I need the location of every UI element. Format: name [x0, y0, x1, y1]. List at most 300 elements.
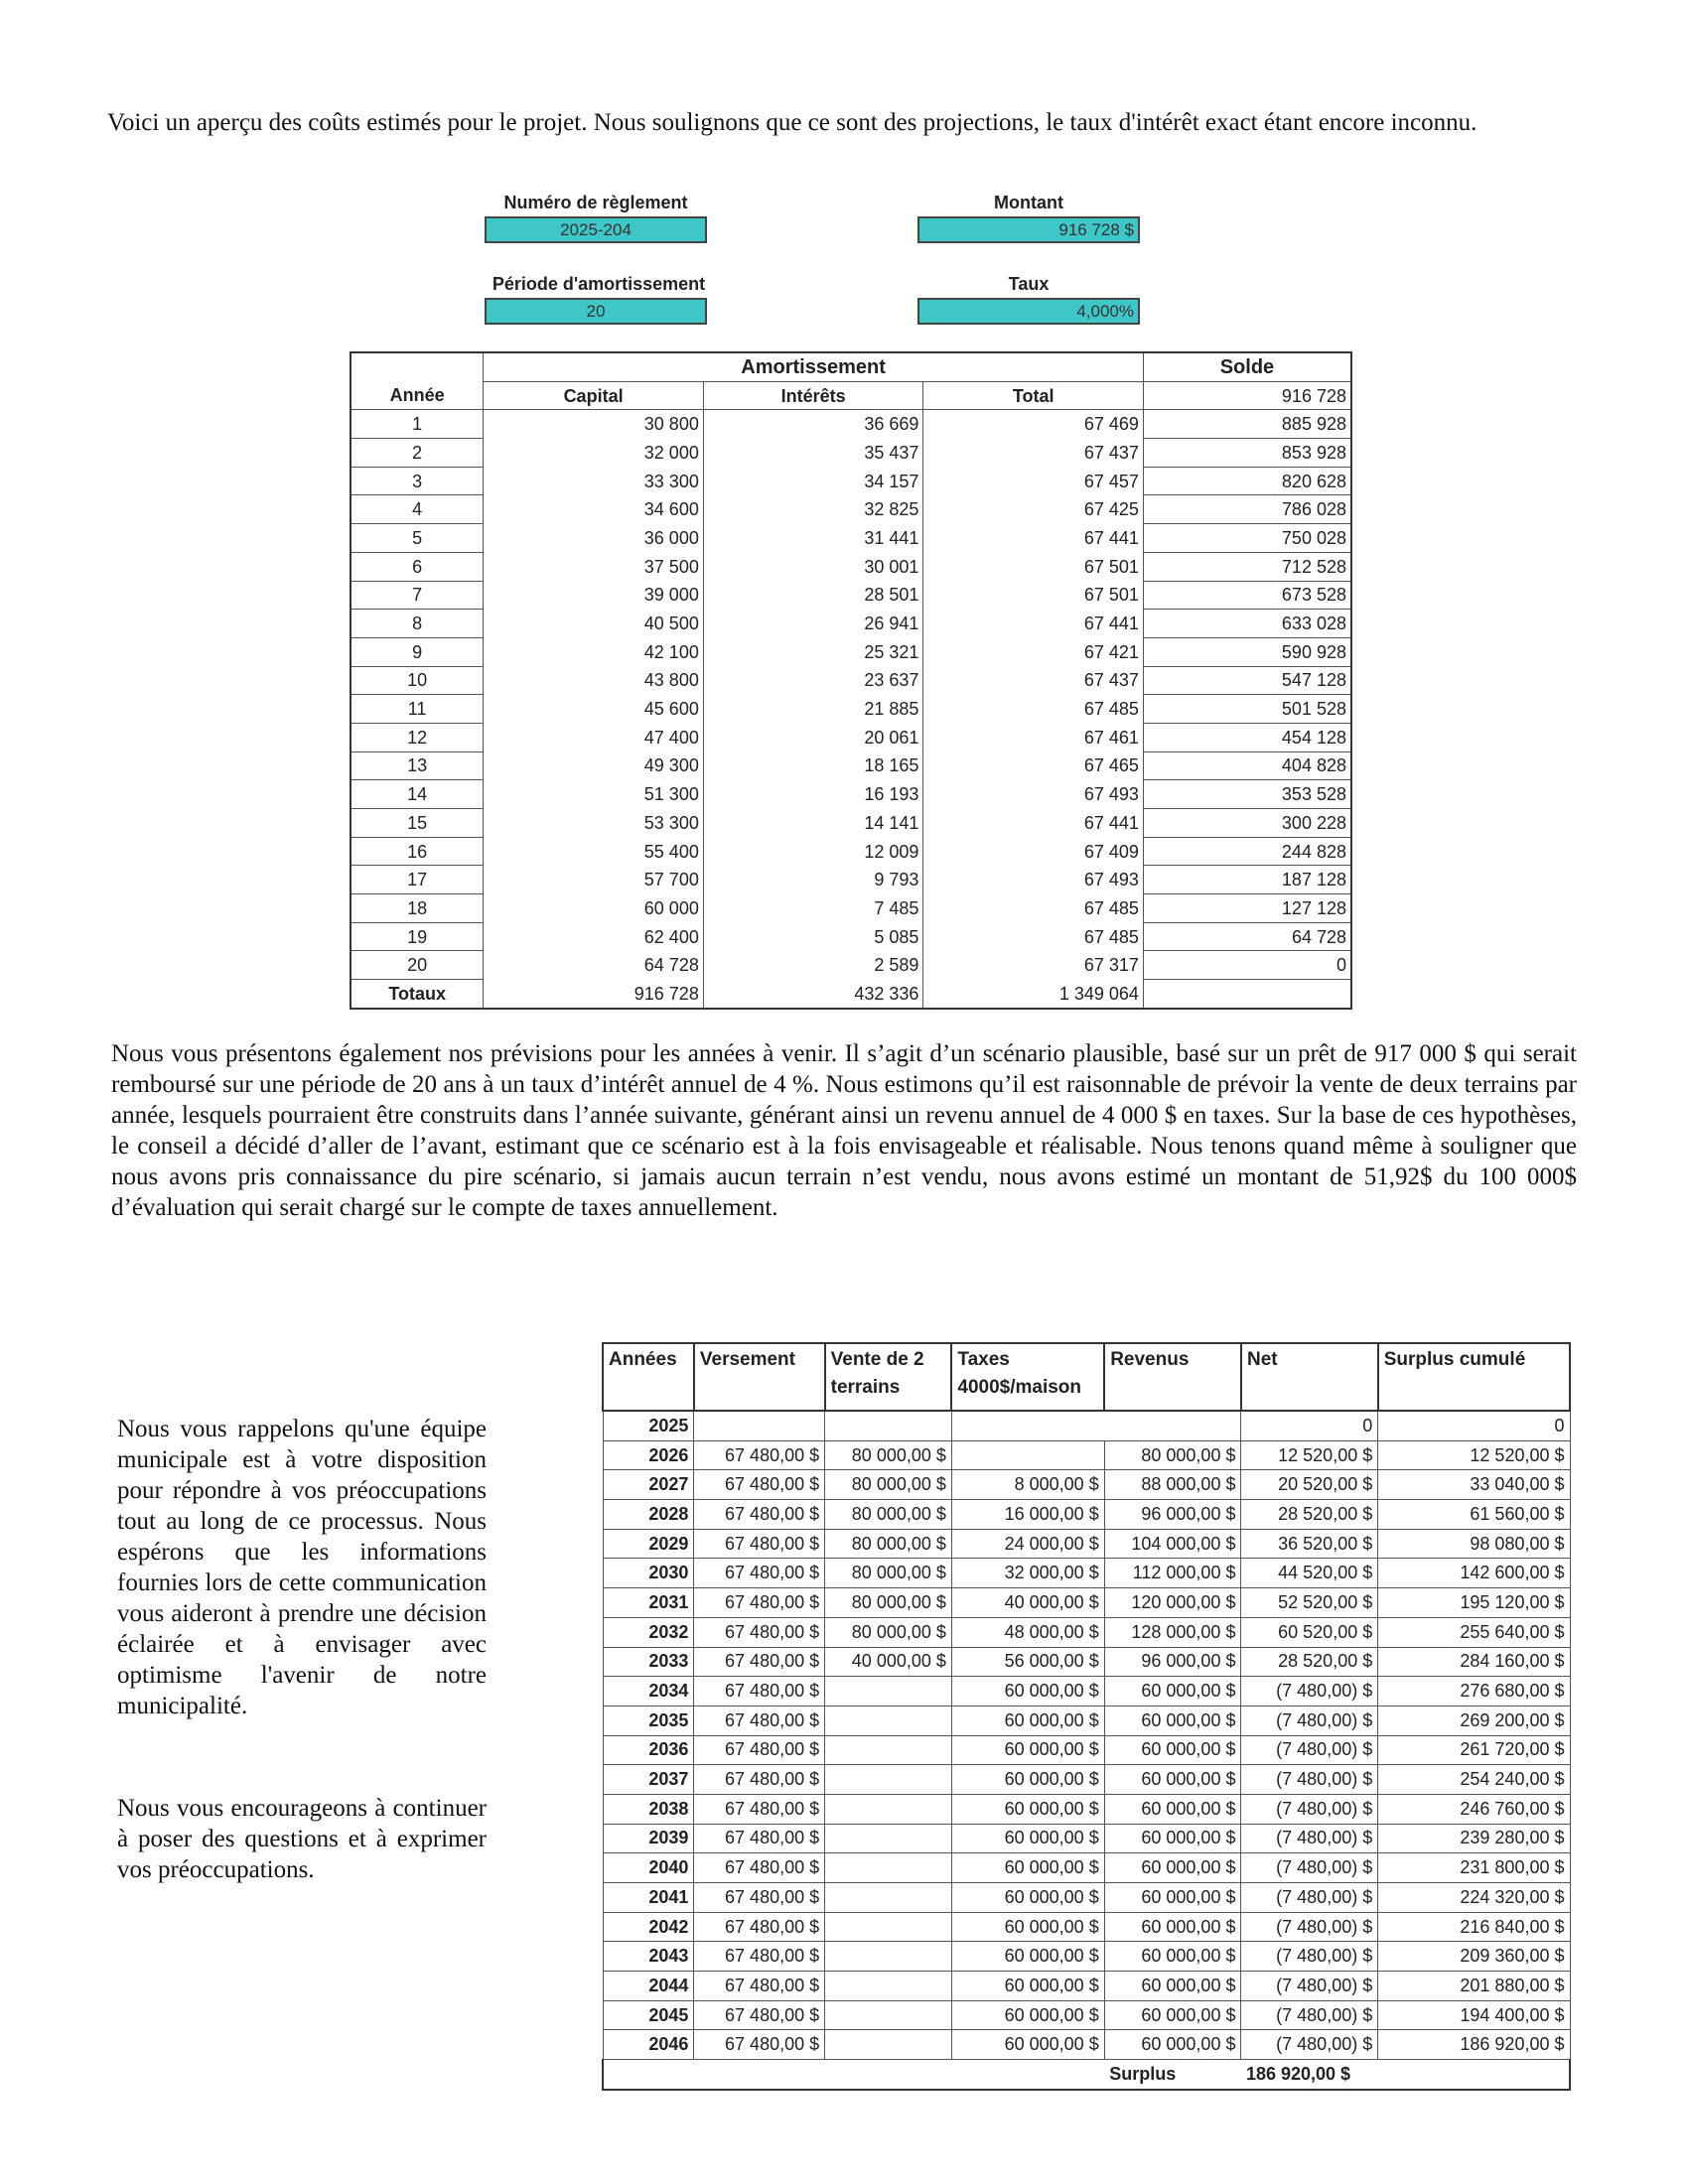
forecast-year: 2037: [603, 1765, 694, 1795]
amort-capital: 49 300: [484, 751, 704, 780]
forecast-header-row: [603, 1343, 1570, 1411]
amort-row: [351, 695, 1351, 724]
forecast-row: [603, 1824, 1570, 1853]
forecast-vente: 40 000,00 $: [825, 1647, 952, 1677]
amort-interets: 21 885: [703, 695, 923, 724]
forecast-net: (7 480,00) $: [1241, 1824, 1378, 1853]
forecast-vente: [825, 2030, 952, 2060]
forecast-net: 12 520,00 $: [1241, 1440, 1378, 1470]
amort-year: 15: [351, 809, 484, 838]
forecast-taxes: 60 000,00 $: [951, 2030, 1104, 2060]
amort-total: 67 409: [923, 837, 1143, 866]
forecast-year: 2030: [603, 1559, 694, 1588]
amort-row: [351, 524, 1351, 553]
forecast-row: [603, 1912, 1570, 1942]
amort-total: 67 437: [923, 666, 1143, 695]
forecast-row: [603, 1942, 1570, 1972]
forecast-versement: [694, 1411, 825, 1440]
forecast-year: 2040: [603, 1853, 694, 1883]
forecast-taxes: 8 000,00 $: [951, 1470, 1104, 1500]
amort-year: 20: [351, 951, 484, 980]
amort-interets: 12 009: [703, 837, 923, 866]
forecast-net: (7 480,00) $: [1241, 2000, 1378, 2030]
forecast-versement: 67 480,00 $: [694, 1735, 825, 1765]
forecast-versement: 67 480,00 $: [694, 1440, 825, 1470]
amort-total: 67 485: [923, 922, 1143, 951]
reglement-value: 2025-204: [485, 216, 707, 243]
forecast-row: [603, 1735, 1570, 1765]
forecast-vente: [825, 1972, 952, 2001]
amort-capital: 53 300: [484, 809, 704, 838]
forecast-versement: 67 480,00 $: [694, 1883, 825, 1913]
amort-capital: 45 600: [484, 695, 704, 724]
forecast-surplus: 276 680,00 $: [1378, 1677, 1570, 1706]
amort-solde: 712 528: [1143, 552, 1351, 581]
forecast-revenus: 128 000,00 $: [1104, 1617, 1241, 1647]
amort-solde: 547 128: [1143, 666, 1351, 695]
amort-solde: 786 028: [1143, 495, 1351, 524]
amort-total: 67 425: [923, 495, 1143, 524]
forecast-revenus: 60 000,00 $: [1104, 1853, 1241, 1883]
forecast-revenus: 60 000,00 $: [1104, 1824, 1241, 1853]
forecast-net: (7 480,00) $: [1241, 1972, 1378, 2001]
forecast-vente: 80 000,00 $: [825, 1588, 952, 1618]
forecast-row: [603, 1588, 1570, 1618]
forecast-year: 2025: [603, 1411, 694, 1440]
forecast-net: (7 480,00) $: [1241, 2030, 1378, 2060]
forecast-year: 2042: [603, 1912, 694, 1942]
amort-year: 5: [351, 524, 484, 553]
forecast-revenus: 60 000,00 $: [1104, 1942, 1241, 1972]
amort-row: [351, 837, 1351, 866]
surplus-end: [1378, 2060, 1570, 2090]
forecast-year: 2041: [603, 1883, 694, 1913]
forecast-row: [603, 1411, 1570, 1440]
montant-value: 916 728 $: [917, 216, 1140, 243]
amort-interets: 18 165: [703, 751, 923, 780]
forecast-year: 2031: [603, 1588, 694, 1618]
forecast-taxes: 60 000,00 $: [951, 1735, 1104, 1765]
amort-row: [351, 610, 1351, 638]
forecast-versement: 67 480,00 $: [694, 1529, 825, 1559]
amort-solde: 454 128: [1143, 723, 1351, 751]
amort-total: 67 441: [923, 610, 1143, 638]
amort-total: 67 461: [923, 723, 1143, 751]
amort-year: 19: [351, 922, 484, 951]
forecast-row: [603, 1883, 1570, 1913]
amort-row: [351, 552, 1351, 581]
forecast-surplus: 209 360,00 $: [1378, 1942, 1570, 1972]
amort-totals-row: [351, 980, 1351, 1009]
amort-capital: 36 000: [484, 524, 704, 553]
initial-solde: 916 728: [1143, 381, 1351, 410]
forecast-net: (7 480,00) $: [1241, 1706, 1378, 1735]
forecast-surplus: 201 880,00 $: [1378, 1972, 1570, 2001]
forecast-net: (7 480,00) $: [1241, 1735, 1378, 1765]
forecast-surplus: 239 280,00 $: [1378, 1824, 1570, 1853]
amort-solde: 633 028: [1143, 610, 1351, 638]
amort-capital: 64 728: [484, 951, 704, 980]
forecast-row: [603, 2000, 1570, 2030]
forecast-year: 2044: [603, 1972, 694, 2001]
capital-header: Capital: [484, 381, 704, 410]
total-total: 1 349 064: [923, 980, 1143, 1009]
forecast-row: [603, 2030, 1570, 2060]
forecast-year: 2038: [603, 1794, 694, 1824]
amort-total: 67 469: [923, 410, 1143, 439]
forecast-net: 20 520,00 $: [1241, 1470, 1378, 1500]
total-solde-empty: [1143, 980, 1351, 1009]
forecast-vente: [825, 1677, 952, 1706]
forecast-vente: [825, 2000, 952, 2030]
amort-total: 67 437: [923, 439, 1143, 468]
forecast-versement: 67 480,00 $: [694, 1942, 825, 1972]
periode-value: 20: [485, 298, 707, 325]
forecast-net: 44 520,00 $: [1241, 1559, 1378, 1588]
amort-capital: 51 300: [484, 780, 704, 809]
amort-row: [351, 495, 1351, 524]
forecast-versement: 67 480,00 $: [694, 1912, 825, 1942]
questions-paragraph: Nous vous encourageons à continuer à poser des questions et à exprimer vos préoccupations.: [117, 1795, 487, 1883]
amort-total: 67 485: [923, 695, 1143, 724]
forecast-year: 2034: [603, 1677, 694, 1706]
amort-row: [351, 410, 1351, 439]
forecast-versement: 67 480,00 $: [694, 1559, 825, 1588]
forecast-year: 2039: [603, 1824, 694, 1853]
forecast-surplus: 255 640,00 $: [1378, 1617, 1570, 1647]
forecast-revenus: 60 000,00 $: [1104, 1706, 1241, 1735]
amort-row: [351, 581, 1351, 610]
forecast-vente: [825, 1824, 952, 1853]
forecast-net: (7 480,00) $: [1241, 1677, 1378, 1706]
forecast-revenus: 60 000,00 $: [1104, 1794, 1241, 1824]
amort-capital: 43 800: [484, 666, 704, 695]
amort-interets: 32 825: [703, 495, 923, 524]
forecast-year: 2026: [603, 1440, 694, 1470]
forecast-revenus: 60 000,00 $: [1104, 1972, 1241, 2001]
amort-interets: 9 793: [703, 866, 923, 894]
forecast-net: (7 480,00) $: [1241, 1794, 1378, 1824]
forecast-row: [603, 1853, 1570, 1883]
forecast-row: [603, 1972, 1570, 2001]
forecast-taxes: 60 000,00 $: [951, 1677, 1104, 1706]
amort-solde: 187 128: [1143, 866, 1351, 894]
forecast-row: [603, 1706, 1570, 1735]
forecast-year: 2036: [603, 1735, 694, 1765]
amort-solde: 590 928: [1143, 637, 1351, 666]
forecast-surplus: 269 200,00 $: [1378, 1706, 1570, 1735]
amort-year: 3: [351, 467, 484, 495]
amort-solde: 127 128: [1143, 894, 1351, 923]
amort-solde: 885 928: [1143, 410, 1351, 439]
amort-year: 9: [351, 637, 484, 666]
amort-year: 1: [351, 410, 484, 439]
surplus-spacer: [603, 2060, 1104, 2090]
forecast-surplus: 216 840,00 $: [1378, 1912, 1570, 1942]
forecast-taxes: 24 000,00 $: [951, 1529, 1104, 1559]
amort-row: [351, 780, 1351, 809]
solde-header: Solde: [1143, 352, 1351, 381]
forecast-net: 0: [1241, 1411, 1378, 1440]
amort-year: 7: [351, 581, 484, 610]
intro-paragraph: Voici un aperçu des coûts estimés pour le projet. Nous soulignons que ce sont des projections, le taux d'intérêt exact étant encore inconnu.: [107, 109, 1477, 136]
forecast-versement: 67 480,00 $: [694, 1470, 825, 1500]
forecast-vente: [825, 1794, 952, 1824]
forecast-versement: 67 480,00 $: [694, 1706, 825, 1735]
amort-year: 18: [351, 894, 484, 923]
amort-total: 67 485: [923, 894, 1143, 923]
amort-capital: 60 000: [484, 894, 704, 923]
amort-solde: 0: [1143, 951, 1351, 980]
amort-total: 67 465: [923, 751, 1143, 780]
amort-interets: 36 669: [703, 410, 923, 439]
forecast-surplus: 261 720,00 $: [1378, 1735, 1570, 1765]
forecast-versement: 67 480,00 $: [694, 1853, 825, 1883]
taxes-header: Taxes 4000$/maison: [951, 1343, 1104, 1411]
forecast-year: 2046: [603, 2030, 694, 2060]
amort-interets: 23 637: [703, 666, 923, 695]
forecast-surplus-row: [603, 2060, 1570, 2090]
amort-total: 67 441: [923, 809, 1143, 838]
forecast-taxes: 60 000,00 $: [951, 1942, 1104, 1972]
forecast-row: [603, 1470, 1570, 1500]
forecast-vente: 80 000,00 $: [825, 1500, 952, 1530]
forecast-taxes: 60 000,00 $: [951, 1824, 1104, 1853]
forecast-surplus: 195 120,00 $: [1378, 1588, 1570, 1618]
amort-capital: 33 300: [484, 467, 704, 495]
amort-solde: 820 628: [1143, 467, 1351, 495]
forecast-vente: [825, 1735, 952, 1765]
forecast-vente: 80 000,00 $: [825, 1529, 952, 1559]
forecast-row: [603, 1617, 1570, 1647]
surplus-value: 186 920,00 $: [1241, 2060, 1378, 2090]
annees-header: Années: [603, 1343, 694, 1411]
reglement-label: Numéro de règlement: [503, 193, 688, 212]
forecast-revenus: 80 000,00 $: [1104, 1440, 1241, 1470]
forecast-year: 2032: [603, 1617, 694, 1647]
forecast-taxes: 60 000,00 $: [951, 1765, 1104, 1795]
forecast-versement: 67 480,00 $: [694, 2030, 825, 2060]
forecast-versement: 67 480,00 $: [694, 1647, 825, 1677]
amort-row: [351, 922, 1351, 951]
amort-year: 8: [351, 610, 484, 638]
amort-row: [351, 637, 1351, 666]
forecast-taxes: 40 000,00 $: [951, 1588, 1104, 1618]
amort-solde: 750 028: [1143, 524, 1351, 553]
amort-year: 13: [351, 751, 484, 780]
amort-capital: 30 800: [484, 410, 704, 439]
amort-solde: 673 528: [1143, 581, 1351, 610]
amort-interets: 28 501: [703, 581, 923, 610]
forecast-versement: 67 480,00 $: [694, 1765, 825, 1795]
total-capital: 916 728: [484, 980, 704, 1009]
forecast-taxes: 56 000,00 $: [951, 1647, 1104, 1677]
amort-total: 67 457: [923, 467, 1143, 495]
amort-group-header: Amortissement: [484, 352, 1144, 381]
amort-interets: 31 441: [703, 524, 923, 553]
totaux-label: Totaux: [351, 980, 484, 1009]
forecast-vente: [825, 1706, 952, 1735]
forecast-net: (7 480,00) $: [1241, 1883, 1378, 1913]
forecast-surplus: 33 040,00 $: [1378, 1470, 1570, 1500]
amort-header-row-group: [351, 352, 1351, 381]
forecast-revenus: 104 000,00 $: [1104, 1529, 1241, 1559]
forecast-revenus: 60 000,00 $: [1104, 1883, 1241, 1913]
forecast-taxes: 16 000,00 $: [951, 1500, 1104, 1530]
total-interets: 432 336: [703, 980, 923, 1009]
amort-total: 67 493: [923, 866, 1143, 894]
amort-year: 12: [351, 723, 484, 751]
amort-year: 4: [351, 495, 484, 524]
amort-year: 10: [351, 666, 484, 695]
amort-row: [351, 751, 1351, 780]
total-header: Total: [923, 381, 1143, 410]
forecast-year: 2027: [603, 1470, 694, 1500]
forecast-year: 2045: [603, 2000, 694, 2030]
forecast-row: [603, 1440, 1570, 1470]
net-header: Net: [1241, 1343, 1378, 1411]
amort-total: 67 501: [923, 581, 1143, 610]
forecast-vente: [825, 1765, 952, 1795]
taux-label: Taux: [1008, 274, 1050, 294]
forecast-net: 52 520,00 $: [1241, 1588, 1378, 1618]
amort-solde: 404 828: [1143, 751, 1351, 780]
amort-capital: 39 000: [484, 581, 704, 610]
forecast-row: [603, 1677, 1570, 1706]
forecast-revenus: 60 000,00 $: [1104, 1912, 1241, 1942]
forecast-taxes: 60 000,00 $: [951, 1883, 1104, 1913]
amort-interets: 26 941: [703, 610, 923, 638]
forecast-vente: 80 000,00 $: [825, 1440, 952, 1470]
forecast-paragraph: Nous vous présentons également nos prévisions pour les années à venir. Il s’agit d’un scénario plausible, basé sur un prêt de 917 000 $ qui serait remboursé sur une période de 20 ans à un taux d’intérêt annuel de 4 %. Nous estimons qu’il est raisonnable de prévoir la vente de deux terrains par année, lesquels pourraient être construits dans l’année suivante, générant ainsi un revenu annuel de 4 000 $ en taxes. Sur la base de ces hypothèses, le conseil a décidé d’aller de l’avant, estimant que ce scénario est à la fois envisageable et réalisable. Nous tenons quand même à souligner que nous avons pris connaissance du pire scénario, si jamais aucun terrain n’est vendu, nous avons estimé un montant de 51,92$ du 100 000$ d’évaluation qui serait chargé sur le compte de taxes annuellement.: [111, 1040, 1577, 1221]
forecast-versement: 67 480,00 $: [694, 1617, 825, 1647]
amort-solde: 501 528: [1143, 695, 1351, 724]
forecast-net: (7 480,00) $: [1241, 1942, 1378, 1972]
amort-capital: 42 100: [484, 637, 704, 666]
forecast-revenus: 120 000,00 $: [1104, 1588, 1241, 1618]
amort-header-row: [351, 381, 1351, 410]
forecast-surplus: 12 520,00 $: [1378, 1440, 1570, 1470]
forecast-vente: [825, 1912, 952, 1942]
forecast-surplus: 98 080,00 $: [1378, 1529, 1570, 1559]
forecast-surplus: 0: [1378, 1411, 1570, 1440]
amort-interets: 25 321: [703, 637, 923, 666]
forecast-revenus: 96 000,00 $: [1104, 1647, 1241, 1677]
forecast-vente: [825, 1411, 952, 1440]
forecast-versement: 67 480,00 $: [694, 1588, 825, 1618]
forecast-table: [602, 1342, 1571, 2091]
amort-capital: 32 000: [484, 439, 704, 468]
amort-capital: 47 400: [484, 723, 704, 751]
versement-header: Versement: [694, 1343, 825, 1411]
forecast-surplus: 142 600,00 $: [1378, 1559, 1570, 1588]
forecast-revenus: 60 000,00 $: [1104, 1735, 1241, 1765]
forecast-vente: [825, 1942, 952, 1972]
forecast-taxes: 60 000,00 $: [951, 2000, 1104, 2030]
forecast-vente: 80 000,00 $: [825, 1617, 952, 1647]
taux-value: 4,000%: [917, 298, 1140, 325]
forecast-year: 2029: [603, 1529, 694, 1559]
amort-row: [351, 894, 1351, 923]
forecast-net: 36 520,00 $: [1241, 1529, 1378, 1559]
forecast-taxes: 32 000,00 $: [951, 1559, 1104, 1588]
forecast-net: (7 480,00) $: [1241, 1765, 1378, 1795]
forecast-surplus: 224 320,00 $: [1378, 1883, 1570, 1913]
amort-capital: 34 600: [484, 495, 704, 524]
forecast-taxes: [951, 1440, 1104, 1470]
annee-header: Année: [351, 381, 484, 410]
forecast-row: [603, 1500, 1570, 1530]
amort-year: 14: [351, 780, 484, 809]
amortization-table: [350, 351, 1352, 1010]
forecast-taxes: 60 000,00 $: [951, 1794, 1104, 1824]
forecast-taxes: 60 000,00 $: [951, 1972, 1104, 2001]
amort-year: 17: [351, 866, 484, 894]
forecast-row: [603, 1765, 1570, 1795]
forecast-row: [603, 1794, 1570, 1824]
forecast-surplus: 284 160,00 $: [1378, 1647, 1570, 1677]
forecast-versement: 67 480,00 $: [694, 1972, 825, 2001]
amort-total: 67 317: [923, 951, 1143, 980]
amort-interets: 35 437: [703, 439, 923, 468]
amort-solde: 853 928: [1143, 439, 1351, 468]
amort-solde: 64 728: [1143, 922, 1351, 951]
amort-capital: 62 400: [484, 922, 704, 951]
forecast-versement: 67 480,00 $: [694, 1824, 825, 1853]
forecast-taxes: 48 000,00 $: [951, 1617, 1104, 1647]
amort-row: [351, 866, 1351, 894]
forecast-revenus: 88 000,00 $: [1104, 1470, 1241, 1500]
forecast-versement: 67 480,00 $: [694, 1677, 825, 1706]
surplus-cumule-header: Surplus cumulé: [1378, 1343, 1570, 1411]
forecast-revenus: 60 000,00 $: [1104, 2000, 1241, 2030]
amort-row: [351, 723, 1351, 751]
forecast-taxes: 60 000,00 $: [951, 1853, 1104, 1883]
forecast-net: (7 480,00) $: [1241, 1853, 1378, 1883]
forecast-revenus: 60 000,00 $: [1104, 1677, 1241, 1706]
amort-interets: 30 001: [703, 552, 923, 581]
amort-year: 16: [351, 837, 484, 866]
interets-header: Intérêts: [703, 381, 923, 410]
amort-capital: 37 500: [484, 552, 704, 581]
amort-capital: 57 700: [484, 866, 704, 894]
amort-interets: 20 061: [703, 723, 923, 751]
amort-year: 2: [351, 439, 484, 468]
forecast-vente: [825, 1853, 952, 1883]
forecast-year: 2035: [603, 1706, 694, 1735]
forecast-taxes: 60 000,00 $: [951, 1912, 1104, 1942]
amort-interets: 2 589: [703, 951, 923, 980]
amort-capital: 55 400: [484, 837, 704, 866]
amort-year: 6: [351, 552, 484, 581]
forecast-surplus: 186 920,00 $: [1378, 2030, 1570, 2060]
vente-header: Vente de 2 terrains: [825, 1343, 952, 1411]
amort-row: [351, 439, 1351, 468]
forecast-year: 2028: [603, 1500, 694, 1530]
amort-row: [351, 951, 1351, 980]
montant-label: Montant: [994, 193, 1063, 212]
surplus-label: Surplus: [1104, 2060, 1241, 2090]
periode-label: Période d'amortissement: [492, 274, 706, 294]
revenus-header: Revenus: [1104, 1343, 1241, 1411]
amort-total: 67 493: [923, 780, 1143, 809]
forecast-row: [603, 1559, 1570, 1588]
forecast-revenus: 112 000,00 $: [1104, 1559, 1241, 1588]
amort-year: 11: [351, 695, 484, 724]
forecast-surplus: 61 560,00 $: [1378, 1500, 1570, 1530]
forecast-surplus: 231 800,00 $: [1378, 1853, 1570, 1883]
forecast-surplus: 246 760,00 $: [1378, 1794, 1570, 1824]
